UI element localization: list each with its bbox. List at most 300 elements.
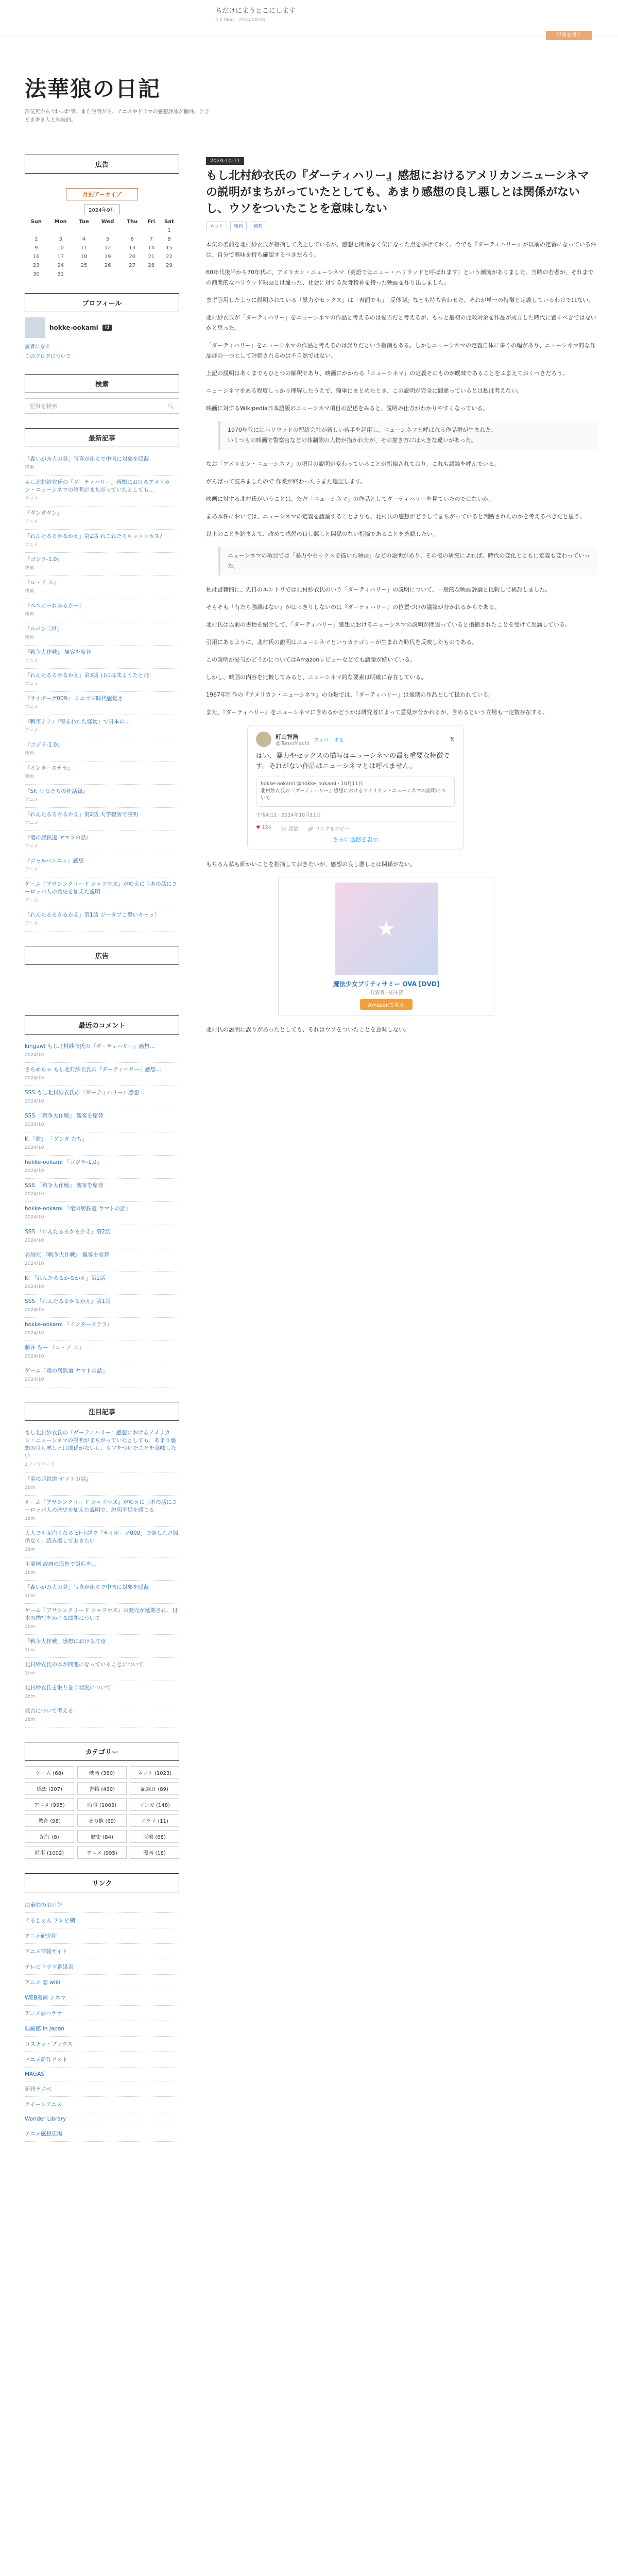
categories-widget — [25, 1742, 179, 1859]
list-item-meta: ゲーム — [25, 898, 39, 903]
search-icon[interactable]: 🔍︎ — [167, 402, 175, 410]
list-item-title[interactable]: 『ダンダダン』 — [25, 510, 63, 516]
product-title[interactable]: 魔法少女プリティサミー OVA [DVD] — [333, 980, 440, 988]
category-item[interactable]: 時事 (1002) — [25, 1846, 74, 1859]
list-item[interactable] — [25, 576, 179, 599]
link-item[interactable]: MAGAS — [25, 2067, 179, 2081]
calendar-day[interactable]: 26 — [104, 263, 111, 268]
list-item-title[interactable]: 「れんたるるかるかえ」第2話 れこれたるキャットカス？ — [25, 533, 165, 539]
link-item[interactable]: アニメ情報サイト — [25, 1944, 179, 1959]
list-item-title[interactable]: 『サイボーグ009』 ミニゴジ時代感覚さ — [25, 696, 123, 702]
list-item[interactable] — [25, 1040, 179, 1063]
list-item[interactable] — [25, 1604, 179, 1635]
list-item[interactable] — [25, 1341, 179, 1364]
calendar-widget — [25, 188, 179, 279]
calendar-day[interactable]: 1 — [167, 228, 171, 233]
list-item-title[interactable]: 『ル・ア ス』 — [25, 580, 59, 586]
list-item-title[interactable]: もし北村紗衣氏の『ダーティハリー』感想におけるアメリカン・ニューシネマの説明がまちがっていたとしても… — [25, 479, 170, 493]
link-item[interactable]: ロスチャ・ブックス — [25, 2037, 179, 2052]
calendar-day[interactable]: 28 — [148, 263, 155, 268]
list-item-title[interactable]: ゲーム『アサシンクリード シャドウズ』がゆえに日本の話にヨーロッパ人の歴史を加えた説明で、説明不足を感じる — [25, 1499, 178, 1513]
product-card[interactable] — [278, 877, 494, 1015]
links-widget — [25, 1873, 179, 2142]
category-item[interactable]: 書籍 (430) — [77, 1782, 127, 1795]
widget-title: 広告 — [25, 155, 179, 174]
link-item[interactable]: 映画館 in Japan — [25, 2021, 179, 2037]
search-input[interactable] — [25, 398, 179, 414]
calendar-title: 月別アーカイブ — [66, 188, 138, 200]
widget-title: プロフィール — [25, 293, 179, 312]
calendar-day[interactable]: 12 — [104, 245, 111, 251]
calendar-week — [25, 235, 179, 244]
tweet-reply[interactable] — [281, 825, 298, 832]
list-item[interactable] — [25, 738, 179, 761]
tweet-author[interactable]: 町山智浩 — [276, 733, 298, 740]
list-item-title[interactable]: 『ゴジラ-1.0』 — [25, 742, 62, 748]
tweet-header — [256, 732, 455, 747]
tweet-like[interactable] — [256, 825, 271, 832]
widget-title: 最新記事 — [25, 428, 179, 447]
calendar-day — [94, 270, 121, 279]
list-item-meta: 2024/10 — [25, 1308, 44, 1313]
list-item[interactable] — [25, 1132, 179, 1156]
list-item[interactable] — [25, 553, 179, 576]
article-date[interactable]: 2024-10-11 — [206, 157, 244, 165]
list-item-meta: 2024/10 — [25, 1331, 44, 1336]
list-item-meta: 1bm — [25, 1717, 36, 1722]
article-paragraph: 以上のことを踏まえて、改めて感想の良し悪しと関係のない指摘であることを確認したい。 — [206, 531, 438, 537]
list-item[interactable] — [25, 1179, 179, 1202]
list-item-title[interactable]: SSS 「れんたるるかるかえ」第1話 — [25, 1298, 111, 1304]
blog-title[interactable]: 法華狼の日記 — [25, 76, 161, 101]
article-paragraph: まあ本件においては、ニューシネマの定義を議論することよりも、北村氏の感想がどうしてまちがっていると判断されたのかを考えるべきだと思う。 — [206, 513, 586, 520]
calendar-day[interactable]: 29 — [166, 263, 173, 268]
article-paragraph: がんばって読みましたので 作業が終わったらまた追記します。 — [206, 478, 366, 485]
list-item-meta: 映画 — [25, 751, 35, 756]
category-item[interactable]: 歴史 (84) — [77, 1830, 127, 1843]
list-item-meta: アニメ — [25, 705, 39, 710]
list-item-meta: 2024/10 — [25, 1261, 44, 1266]
list-item[interactable] — [25, 1272, 179, 1295]
list-item-title[interactable]: ゲーム『アサシンクリード シャドウズ』がゆえに日本の話にヨーロッパ人の歴史を加えた説明 — [25, 881, 178, 895]
list-item[interactable] — [25, 646, 179, 669]
list-item[interactable] — [25, 1681, 179, 1704]
list-item-title[interactable]: SSS 「れんたるるかるかえ」第2話 — [25, 1229, 111, 1235]
article-paragraph: 引用にあるように、北村氏の説明はニューシネマというカテゴリーが生まれた時代を反映したものである。 — [206, 639, 478, 646]
article-tag[interactable]: 映画 — [230, 222, 247, 230]
list-item-title[interactable]: 『戦争大作戦』 観客を席替 — [25, 649, 92, 655]
tweet-actions — [256, 821, 455, 832]
list-item[interactable] — [25, 1496, 179, 1527]
article-paragraph: しかし、映画の内容を比較してみると、ニューシネマ的な要素は明確に存在している。 — [206, 674, 427, 681]
calendar-day[interactable]: 5 — [106, 236, 110, 242]
heart-icon: ♥ — [256, 825, 261, 831]
calendar-day[interactable]: 21 — [148, 254, 155, 260]
list-item[interactable] — [25, 1472, 179, 1496]
calendar-day[interactable]: 7 — [149, 236, 153, 242]
list-item-meta: アニメ — [25, 658, 39, 664]
list-item[interactable] — [25, 1248, 179, 1272]
calendar-day[interactable]: 19 — [104, 254, 111, 260]
link-item[interactable]: アニメ感想広場 — [25, 2126, 179, 2142]
link-item[interactable]: 新刊ラノベ — [25, 2081, 179, 2097]
calendar-day — [48, 226, 74, 235]
list-item[interactable] — [25, 908, 179, 931]
article-paragraph: もちろん私も細かいことを指摘しておきたいが、感想の良し悪しとは関係がない。 — [206, 861, 416, 868]
list-item[interactable] — [25, 1635, 179, 1658]
list-item-title[interactable]: 発言について考える — [25, 1708, 74, 1714]
list-item-title[interactable]: 『竜の居鉄道 ヤマトの話』 — [25, 1476, 92, 1482]
calendar-day[interactable]: 11 — [80, 245, 88, 251]
embedded-tweet[interactable] — [247, 725, 464, 850]
list-item[interactable] — [25, 715, 179, 738]
list-item[interactable] — [25, 761, 179, 785]
category-item[interactable]: マンガ (148) — [130, 1798, 179, 1811]
ad-widget-2 — [25, 946, 179, 1001]
link-item[interactable]: アニメ新作リスト — [25, 2052, 179, 2067]
calendar-day — [144, 270, 159, 279]
recent-widget — [25, 428, 179, 931]
profile-badge: id — [102, 325, 112, 331]
list-item-meta: 時事 — [25, 465, 35, 470]
list-item-title[interactable]: 『ぺぺにーれみるかー』 — [25, 603, 84, 609]
list-item-title[interactable]: 「森いがみ人の墓」写真が出るで中国に対象を隠蔽 — [25, 456, 149, 462]
calendar-day — [94, 226, 121, 235]
calendar-day[interactable]: 3 — [59, 236, 62, 242]
list-item-meta: 映画 — [25, 566, 35, 571]
calendar-day — [74, 226, 95, 235]
list-item-meta: 2024/10 — [25, 1168, 44, 1174]
list-item-title[interactable]: 『戦車ナナ』『宿るわれた怪物』で日本の… — [25, 719, 130, 725]
list-item-title[interactable]: もし北村紗衣氏の『ダーティハリー』感想におけるアメリカン・ニューシネマの説明がまちがっていたとしても、あまり感想の良し悪しとは関係がないし、ウソをついたことを意味しない — [25, 1430, 176, 1459]
article-tag[interactable]: 感想 — [250, 222, 266, 230]
calendar-day-header: Wed — [101, 219, 114, 225]
profile-widget — [25, 293, 179, 360]
calendar-day[interactable]: 8 — [167, 236, 171, 242]
category-item[interactable]: 時事 (1002) — [77, 1798, 127, 1811]
list-item-meta: 映画 — [25, 635, 35, 640]
calendar-day[interactable]: 30 — [32, 272, 40, 277]
profile-name[interactable]: hokke-ookami — [49, 324, 98, 331]
list-item-title[interactable]: hokke-ookami 『ゴジラ-1.0』 — [25, 1159, 102, 1165]
list-item-title[interactable]: 『インターステラ』 — [25, 765, 73, 771]
list-item-title[interactable]: K 「欧」 「ダンタ たち」 — [25, 1136, 88, 1142]
list-item-title[interactable]: 「れんたるるかるかえ」第3話 日には来ようたと飛！ — [25, 672, 154, 679]
list-item[interactable] — [25, 1581, 179, 1604]
list-item-meta: 2024/10 — [25, 1099, 44, 1104]
category-item[interactable]: ネット (1023) — [130, 1766, 179, 1779]
calendar-day-header: Mon — [54, 219, 67, 225]
article-paragraph: この説明が妥当かどうかについてはAmazonレビューなどでも議論が続いている。 — [206, 656, 416, 663]
list-item-meta: 2024/10 — [25, 1354, 44, 1359]
tweet-follow-link[interactable]: フォローする — [313, 737, 344, 743]
widget-title: リンク — [25, 1873, 179, 1892]
article-paragraph: 北村紗衣氏が「ダーティハリー」をニューシネマの作品と考えるのは妥当だと考えるが、もっと最初の比較対象を作品が成立した時代に置くべきではないかと思った。 — [206, 314, 596, 331]
article-paragraph: 映画に対するWikipedia日本語版のニューシネマ項目の記述をみると、説明の仕方がわかりやすくなっている。 — [206, 405, 489, 412]
list-item-meta: 1bm — [25, 1594, 36, 1599]
list-item-meta: 映画 — [25, 774, 35, 779]
calendar-day[interactable]: 16 — [32, 254, 40, 260]
calendar-day[interactable]: 6 — [130, 236, 134, 242]
list-item-title[interactable]: ゲーム『アサシンクリード シャドウズ』の発売が延期され、日本の描写をめぐる問題について — [25, 1607, 178, 1621]
list-item[interactable] — [25, 1527, 179, 1557]
list-item[interactable] — [25, 1225, 179, 1248]
calendar-day — [144, 226, 159, 235]
article-paragraph: 上記の説明はあくまでもひとつの解釈であり、映画にかかわる「ニューシネマ」の定義そのものが曖昧であることをふまえておくべきだろう。 — [206, 370, 569, 377]
list-item-meta: 2024/10 — [25, 1238, 44, 1243]
calendar-day[interactable]: 2 — [35, 236, 38, 242]
list-item-title[interactable]: 「戦争大作戦」感想における注意 — [25, 1638, 106, 1645]
ad-widget — [25, 155, 179, 174]
list-item-title[interactable]: 大人でも面白くなる SF小説で「サイボーグ009」で楽しんだ関係なく、読み返しておきたい — [25, 1530, 178, 1544]
list-item[interactable] — [25, 1704, 179, 1727]
list-item[interactable] — [25, 1156, 179, 1179]
list-item[interactable] — [25, 669, 179, 692]
list-item-title[interactable]: 『SF. 少女たちの社話録』 — [25, 788, 88, 794]
article-paragraph: まず引用したように説明されている「暴力やセックス」は「表面でも」「反体制」なども持ち合わせた、それが単一の特徴と定義しているわけではない。 — [206, 297, 594, 303]
calendar-week — [25, 226, 179, 235]
list-item[interactable] — [25, 452, 179, 476]
article-paragraph: 「ダーティハリー」をニューシネマの作品と考えるのは誤りだという指摘もある。しかしニューシネマの定義自体に多くの幅があり、ニューシネマ的な作品群の一つとして評価されるのは不自然ではない。 — [206, 342, 596, 359]
calendar-day-header: Thu — [127, 219, 138, 225]
search-placeholder: 記事を検索 — [29, 403, 58, 410]
list-item[interactable] — [25, 692, 179, 715]
calendar-day[interactable]: 25 — [80, 263, 88, 268]
calendar-day[interactable]: 27 — [129, 263, 136, 268]
calendar-week — [25, 244, 179, 252]
article-tag[interactable]: ネット — [206, 222, 227, 230]
article-paragraph: 本気の名前を北村紗衣氏が指摘して炎上しているが、感想と関係なく気になった点を挙げておく。今でも『ダーティハリー』が以前の定番になっている件は、自分で興味を持ち確認するべきだろう。 — [206, 241, 596, 258]
category-item[interactable]: 漫画 (18) — [130, 1846, 179, 1859]
calendar-day[interactable]: 18 — [80, 254, 88, 260]
list-item-meta: 2024/10 — [25, 1284, 44, 1290]
list-item-title[interactable]: 「森いがみ人の墓」写真が出るで中国に対象を隠蔽 — [25, 1584, 149, 1590]
calendar-day[interactable]: 15 — [166, 245, 173, 251]
list-item-meta: 2024/10 — [25, 1377, 44, 1382]
calendar-day[interactable]: 13 — [129, 245, 136, 251]
list-item[interactable] — [25, 1426, 179, 1472]
list-item[interactable] — [25, 808, 179, 831]
list-item[interactable] — [25, 622, 179, 646]
category-item[interactable]: ゲーム (68) — [25, 1766, 74, 1779]
list-item-meta: 2024/10 — [25, 1053, 44, 1058]
list-item[interactable] — [25, 785, 179, 808]
article-paragraph: そもそも「有たら強調はない」がはっきりしないのは『ダーティハリー』の位置づけの議論が分かれるからである。 — [206, 604, 501, 611]
list-item-title[interactable]: SSS 『戦争大作戦』 観客を席替 — [25, 1113, 104, 1119]
category-item[interactable]: アニメ (995) — [77, 1846, 127, 1859]
list-item-title[interactable]: 主要国 政府の海外で対応を… — [25, 1561, 97, 1567]
product-image[interactable]: ★ — [335, 883, 438, 975]
sidebar — [25, 155, 179, 2156]
list-item-title[interactable]: hokke-ookami 『インターステラ』 — [25, 1321, 113, 1328]
list-item[interactable] — [25, 1295, 179, 1318]
widget-title: 広告 — [25, 946, 179, 965]
calendar-day[interactable]: 20 — [129, 254, 136, 260]
list-item-title[interactable]: 藤井 ちー 『ル・ア ス』 — [25, 1345, 84, 1351]
tweet-avatar[interactable] — [256, 732, 271, 747]
list-item[interactable] — [25, 1364, 179, 1387]
list-item-title[interactable]: ゲーム『竜の居鉄道 ヤマトの話』 — [25, 1368, 108, 1374]
list-item-title[interactable]: hokke-ookami 『竜の居鉄道 ヤマトの話』 — [25, 1206, 131, 1212]
article-paragraph: ニューシネマをある程度しっかり理解したうえで、簡単にまとめたとき、この説明が完全に間違っているとは私は考えない。 — [206, 387, 523, 394]
calendar-day[interactable]: 10 — [57, 245, 64, 251]
tweet-quoted[interactable]: hokke-ookami @hokke_ookami · 10月11日 北村紗衣氏の『ダーティハリー』感想におけるアメリカン・ニューシネマの説明について — [256, 776, 455, 807]
article-paragraph: 1967年制作の『アメリカン・ニューシネマ』の分類では、『ダーティハリー』は後期の作品として扱われている。 — [206, 691, 494, 698]
category-item[interactable]: ドラマ (11) — [130, 1814, 179, 1827]
calendar-week — [25, 252, 179, 261]
tweet-copy-link[interactable] — [307, 825, 349, 832]
list-item-meta: 1bm — [25, 1624, 36, 1630]
profile-row — [25, 317, 179, 338]
calendar-day[interactable]: 24 — [57, 263, 64, 268]
calendar-day — [159, 270, 179, 279]
list-item[interactable] — [25, 1557, 179, 1581]
calendar-day[interactable]: 31 — [57, 272, 64, 277]
category-item[interactable]: その他 (69) — [77, 1814, 127, 1827]
follow-link[interactable]: 読者になる — [25, 344, 50, 350]
list-item[interactable] — [25, 599, 179, 622]
calendar-day[interactable]: 17 — [57, 254, 64, 260]
article — [206, 155, 597, 1042]
list-item[interactable] — [25, 1658, 179, 1681]
list-item-meta: 1bm — [25, 1570, 36, 1575]
list-item[interactable] — [25, 530, 179, 553]
list-item-meta: 1bm — [25, 1671, 36, 1676]
list-item-meta: アニメ — [25, 543, 39, 548]
list-item-meta: 2024/10 — [25, 1192, 44, 1197]
search-widget — [25, 374, 179, 414]
avatar[interactable] — [25, 317, 45, 338]
product-buy-button[interactable]: Amazonで見る — [360, 999, 413, 1010]
link-icon: 🔗︎ — [307, 826, 314, 832]
list-item-meta: 1bm — [25, 1547, 36, 1552]
calendar-day[interactable]: 23 — [32, 263, 40, 268]
tweet-time[interactable]: 午後4:11 · 2024年10月11日 — [256, 812, 321, 818]
list-item[interactable] — [25, 831, 179, 854]
calendar-day[interactable]: 9 — [35, 245, 38, 251]
greeting-subtext: fc2 blog · 2024/08/28 — [215, 18, 265, 23]
list-item-meta: 1bm — [25, 1694, 36, 1699]
write-article-button[interactable]: 記事を書く — [546, 31, 592, 40]
list-item-title[interactable]: 「れんたるるかるかえ」第2話 大学観客で説明 — [25, 811, 139, 818]
article-tags — [206, 222, 597, 230]
calendar-day-header: Sun — [30, 219, 42, 225]
article-title[interactable]: もし北村紗衣氏の『ダーティハリー』感想におけるアメリカンニューシネマの説明がまちがっていたとしても、あまり感想の良し悪しとは関係がないし、ウソをついたことを意味しない — [206, 170, 589, 215]
list-item-title[interactable]: 『ジャルバンニュ』感想 — [25, 858, 84, 864]
x-logo-icon[interactable]: 𝕏 — [450, 736, 455, 743]
calendar-day[interactable]: 22 — [166, 254, 173, 260]
tweet-handle[interactable]: @TomoMachi — [276, 740, 310, 747]
link-item[interactable]: アニメ研究所 — [25, 1928, 179, 1944]
category-item[interactable]: 映画 (380) — [77, 1766, 127, 1779]
category-item[interactable]: アニメ (995) — [25, 1798, 74, 1811]
about-link[interactable]: このブログについて — [25, 354, 71, 360]
article-paragraph: なお「アメリカン・ニューシネマ」の項目の説明が変わっていることが指摘されており、これも議論を呼んでいる。 — [206, 461, 500, 467]
article-paragraph: 私は書籍的に、先日のエントリでは北村紗衣氏のいう「ダーティハリー」の説明について、一般的な映画評論と比較して検討しました。 — [206, 586, 551, 593]
list-item[interactable] — [25, 476, 179, 506]
category-item[interactable]: 記録日 (89) — [130, 1782, 179, 1795]
calendar-table — [25, 217, 179, 279]
list-item[interactable] — [25, 854, 179, 877]
list-item-title[interactable]: 北村紗衣氏を取り巻く状況について — [25, 1685, 111, 1691]
list-item-meta: アニメ — [25, 844, 39, 849]
list-item-meta: 映画 — [25, 612, 35, 617]
list-item-title[interactable]: kingawl もし北村紗衣氏の『ダーティハリー』感想… — [25, 1043, 155, 1049]
list-item-title[interactable]: 北村紗衣氏の本が問題になっていることについて — [25, 1662, 144, 1668]
top-bar — [0, 0, 618, 36]
category-item[interactable]: 医療 (68) — [130, 1830, 179, 1843]
product-meta: 出演者: 桜井智 — [369, 990, 404, 996]
category-item[interactable]: 紀行 (8) — [25, 1830, 74, 1843]
calendar-day — [25, 226, 48, 235]
list-item[interactable] — [25, 1202, 179, 1225]
calendar-nav — [25, 205, 179, 214]
comments-widget — [25, 1015, 179, 1387]
calendar-day-header: Fri — [147, 219, 156, 225]
list-item-meta: 1bm — [25, 1485, 36, 1490]
list-item-title[interactable]: SSS 『戦争大作戦』 観客を席替 — [25, 1182, 104, 1189]
widget-title: 検索 — [25, 374, 179, 393]
link-item[interactable]: クイーンアニメ — [25, 2097, 179, 2112]
calendar-day[interactable]: 14 — [148, 245, 155, 251]
list-item-title[interactable]: Kl 「れんたるるかるかえ」第1話 — [25, 1275, 106, 1281]
popular-list — [25, 1426, 179, 1727]
link-item[interactable]: Wonder Library — [25, 2112, 179, 2126]
calendar-day — [121, 270, 144, 279]
calendar-day[interactable]: 4 — [82, 236, 86, 242]
list-item-title[interactable]: 『ゴジラ-1.0』 — [25, 556, 62, 563]
list-item[interactable] — [25, 1086, 179, 1109]
list-item-meta: ネット — [25, 496, 39, 501]
list-item[interactable] — [25, 506, 179, 530]
list-item-title[interactable]: 『ルパン三世』 — [25, 626, 62, 632]
list-item-meta: アニメ — [25, 728, 39, 733]
list-item[interactable] — [25, 877, 179, 908]
link-item[interactable]: テレビドラマ番組表 — [25, 1959, 179, 1975]
list-item-meta: 1bm — [25, 1516, 36, 1521]
list-item-meta: 1bm — [25, 1648, 36, 1653]
list-item[interactable] — [25, 1318, 179, 1341]
list-item-title[interactable]: 「れんたるるかるかえ」第1話 ジータブこ撃いキャッ！ — [25, 912, 160, 918]
article-paragraph: 60年代後半から70年代に、アメリカン・ニューシネマ（英語ではニュー・ハリウッドと呼ばれます）という潮流がありました。当時の若者が、それまでの商業的なハリウッド映画とは違った、社会に対する反骨精神を持った映画を作り出しました。 — [206, 269, 594, 286]
tweet-more-replies[interactable]: さらに返信を表示 — [333, 836, 378, 843]
list-item-title[interactable]: 『竜の居鉄道 ヤマトの話』 — [25, 835, 92, 841]
calendar-week — [25, 261, 179, 270]
list-item-title[interactable]: 名無死 『戦争大作戦』 観客を席替 — [25, 1252, 110, 1258]
link-item[interactable]: WEB漫画 シネマ — [25, 1990, 179, 2006]
widget-title: 最近のコメント — [25, 1015, 179, 1035]
month-select[interactable]: 2024年9月 — [84, 205, 120, 214]
category-item[interactable]: 教育 (98) — [25, 1814, 74, 1827]
greeting-text: ちだけにまうとこにします — [215, 7, 296, 15]
comment-list — [25, 1040, 179, 1387]
article-paragraph: また、『ダーティハリー』をニューシネマに含めるかどうかは研究者によって意見が分かれるが、含めるという立場も一定数存在する。 — [206, 709, 548, 716]
list-item[interactable] — [25, 1109, 179, 1132]
link-item[interactable]: ぐるじぇん テレビ欄 — [25, 1913, 179, 1928]
link-list — [25, 1897, 179, 2142]
list-item-title[interactable]: さちめちゃ もし北村紗衣氏の『ダーティハリー』感想… — [25, 1066, 161, 1073]
link-item[interactable]: アニメ @ wiki — [25, 1975, 179, 1990]
link-item[interactable]: アニメ＠ハテナ — [25, 2006, 179, 2021]
list-item-title[interactable]: SSS もし北村紗衣氏の『ダーティハリー』感想… — [25, 1090, 145, 1096]
link-item[interactable]: 法華狼の旧日記 — [25, 1897, 179, 1913]
calendar-week — [25, 270, 179, 279]
widget-title: カテゴリー — [25, 1742, 179, 1761]
article-paragraph: 北村氏は以前の書物を紹介して、「ダーティハリー」感想におけるニューシネマの説明が間違っていると指摘されたことを受けて反論している。 — [206, 621, 571, 628]
calendar-day-header: Tue — [79, 219, 89, 225]
category-item[interactable]: 感想 (207) — [25, 1782, 74, 1795]
list-item[interactable] — [25, 1063, 179, 1086]
